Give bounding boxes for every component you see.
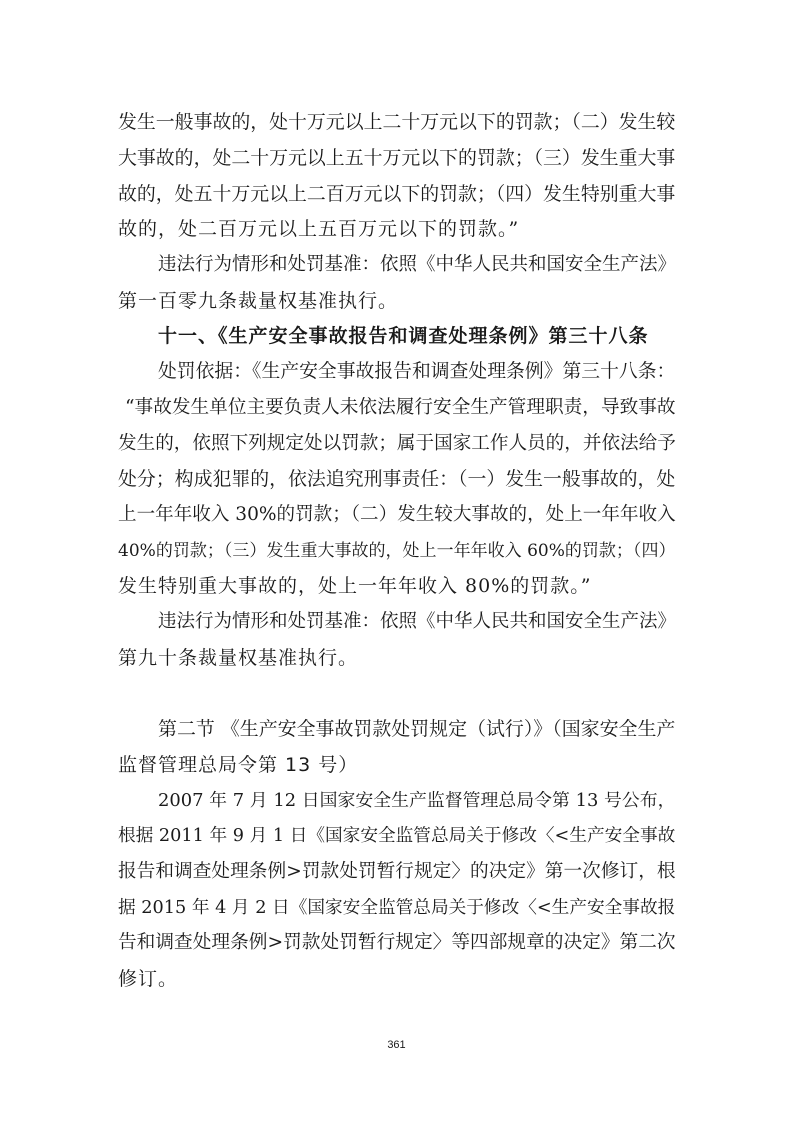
paragraph-line: 上一年年收入 30%的罚款；（二）发生较大事故的，处上一年年收入 bbox=[118, 504, 676, 525]
paragraph-line: 故的，处五十万元以上二百万元以下的罚款；（四）发生特别重大事 bbox=[118, 183, 676, 205]
paragraph-line: 据 2015 年 4 月 2 日《国家安全监管总局关于修改〈<生产安全事故报 bbox=[118, 898, 676, 918]
paragraph-line: 40%的罚款；（三）发生重大事故的，处上一年年收入 60%的罚款；（四） bbox=[118, 541, 676, 561]
paragraph-line: 发生一般事故的，处十万元以上二十万元以下的罚款；（二）发生较 bbox=[118, 111, 676, 133]
paragraph-line: 修订。 bbox=[118, 968, 179, 990]
paragraph-line: 故的，处二百万元以上五百万元以下的罚款。” bbox=[118, 218, 520, 240]
article-heading: 十一、《生产安全事故报告和调查处理条例》第三十八条 bbox=[158, 325, 649, 347]
paragraph-line: 违法行为情形和处罚基准：依照《中华人民共和国安全生产法》 bbox=[158, 254, 677, 275]
paragraph-line: 处罚依据：《生产安全事故报告和调查处理条例》第三十八条： bbox=[158, 361, 676, 382]
page-number: 361 bbox=[387, 1039, 406, 1051]
section-heading: 监督管理总局令第 13 号） bbox=[118, 754, 359, 776]
paragraph-line: 处分；构成犯罪的，依法追究刑事责任：（一）发生一般事故的，处 bbox=[118, 468, 676, 490]
paragraph-line: 报告和调查处理条例>罚款处罚暂行规定〉的决定》第一次修订，根 bbox=[118, 861, 676, 882]
paragraph-line: 告和调查处理条例>罚款处罚暂行规定〉等四部规章的决定》第二次 bbox=[118, 932, 676, 953]
paragraph-line: 第九十条裁量权基准执行。 bbox=[118, 647, 359, 669]
paragraph-line: 违法行为情形和处罚基准：依照《中华人民共和国安全生产法》 bbox=[158, 611, 677, 632]
paragraph-line: 大事故的，处二十万元以上五十万元以下的罚款；（三）发生重大事 bbox=[118, 147, 676, 169]
paragraph-line: 发生的，依照下列规定处以罚款；属于国家工作人员的，并依法给予 bbox=[118, 433, 676, 454]
paragraph-line: 根据 2011 年 9 月 1 日《国家安全监管总局关于修改〈<生产安全事故 bbox=[118, 826, 676, 846]
section-heading: 第二节 《生产安全事故罚款处罚规定（试行）》（国家安全生产 bbox=[158, 718, 676, 740]
paragraph-line: 发生特别重大事故的，处上一年年收入 80%的罚款。” bbox=[118, 575, 592, 597]
paragraph-line: 2007 年 7 月 12 日国家安全生产监督管理总局令第 13 号公布， bbox=[158, 790, 676, 811]
paragraph-line: 第一百零九条裁量权基准执行。 bbox=[118, 290, 399, 312]
paragraph-line: “事故发生单位主要负责人未依法履行安全生产管理职责，导致事故 bbox=[125, 397, 676, 418]
